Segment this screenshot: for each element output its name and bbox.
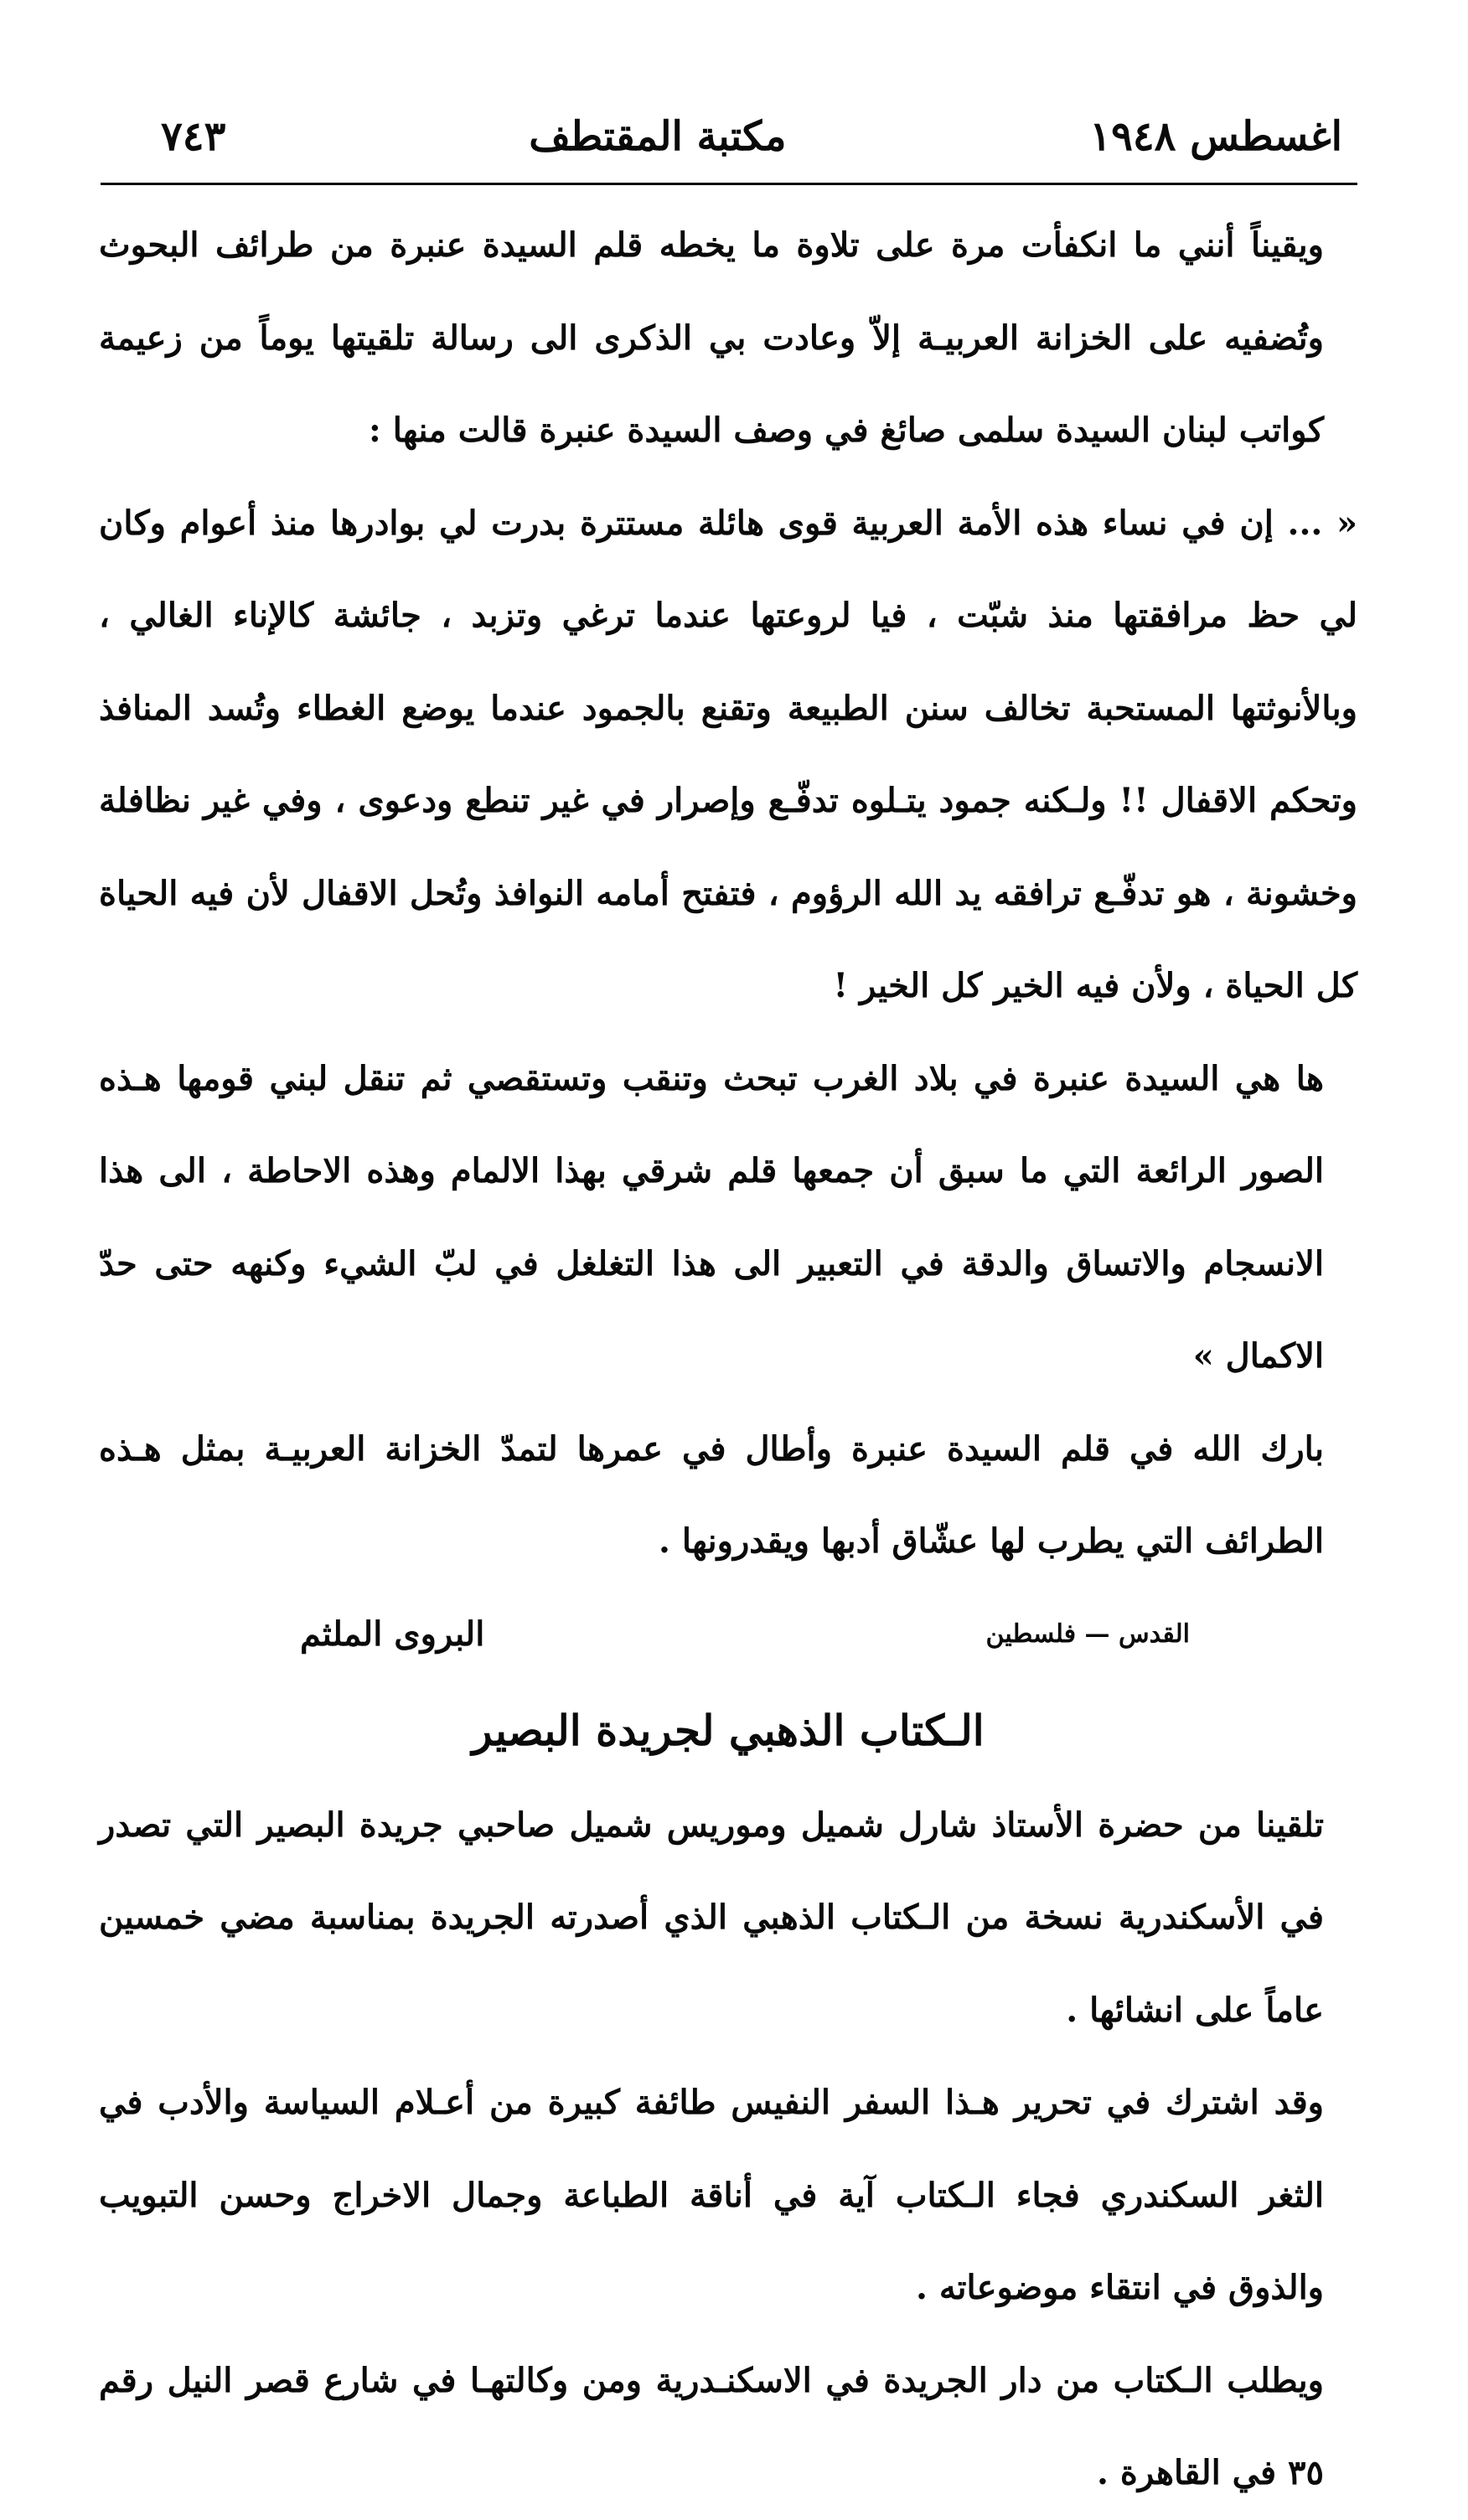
paragraph-blessing: بارك الله في قلم السيدة عنبرة وأطال في عمرها لتمدّ الخزانة العربيـة بمثل هـذه الطرائف التي يطرب لها عشّاق أدبها ويقدرونها . [99, 1428, 1324, 1561]
paragraph-quote: « ... إن في نساء هذه الأمة العربية قوى هائلة مستترة بدرت لي بوادرها منذ أعوام وكان لي حظ مرافقتها منذ شبّت ، فيا لروعتها عندما ترغي وتزبد ، جائشة كالإناء الغالي ، وبالأنوثتها المستحبة تخالف سنن الطبيعة وتقنع بالجمود عندما يوضع الغطاء وتُسد المنافذ وتحكم الاقفال !! ولـكنه جمود يتـلوه تدفّـع وإصرار في غير تنطع ودعوى ، وفي غير نظافلة وخشونة ، هو تدفّـع ترافقه يد الله الرؤوم ، فتفتح أمامه النوافذ وتُحل الاقفال لأن فيه الحياة كل الحياة ، ولأن فيه الخير كل الخير ! [99, 503, 1358, 1005]
section-title: الـكتاب الذهبي لجريدة البصير [472, 1705, 985, 1755]
section-paragraph-1: تلقينا من حضرة الأستاذ شارل شميل وموريس شميل صاحبي جريدة البصير التي تصدر في الأسكندرية نسخة من الـكتاب الذهبي الذي أصدرته الجريدة بمناسبة مضي خمسين عاماً على انشائها . [99, 1805, 1324, 2030]
page-number: ٧٤٣ [161, 113, 226, 160]
header-title: مكتبة المقتطف [529, 113, 787, 160]
section-paragraph-2: وقد اشترك في تحرير هـذا السفر النفيس طائفة كبيرة من أعـلام السياسة والأدب في الثغر السكندري فجاء الـكتاب آية في أناقة الطباعة وجمال الاخراج وحسن التبويب والذوق في انتقاء موضوعاته . [99, 2083, 1325, 2307]
page-header [161, 99, 1342, 174]
signature-place: القدس — فلسطين [985, 1619, 1190, 1650]
header-rule [101, 183, 1357, 185]
paragraph-praise: ها هي السيدة عنبرة في بلاد الغرب تبحث وتنقب وتستقصي ثم تنقل لبني قومها هـذه الصور الرائعة التي ما سبق أن جمعها قلم شرقي بهذا الالمام وهذه الاحاطة ، الى هذا الانسجام والاتساق والدقة في التعبير الى هذا التغلغل في لبّ الشيء وكنهه حتى حدّ الاكمال » [99, 1058, 1324, 1376]
header-date: اغسطس ١٩٤٨ [1089, 113, 1342, 160]
article-body [99, 199, 1357, 2520]
section-paragraph-3: ويطلب الـكتاب من دار الجريدة في الاسكنـدرية ومن وكالتهـا في شارع قصر النيل رقم ٣٥ في القاهرة . [99, 2360, 1324, 2492]
paragraph-intro: ويقيناً أنني ما انكفأت مرة على تلاوة ما يخطه قلم السيدة عنبرة من طرائف البحوث وتُضفيه على الخزانة العربيـة إلاّ وعادت بي الذكرى الى رسالة تلقيتها يوماً من زعيمة كواتب لبنان السيدة سلمى صائغ في وصف السيدة عنبرة قالت منها : [99, 225, 1324, 450]
signature-line [300, 1588, 1240, 1682]
signature-name: البروى الملثم [300, 1614, 485, 1655]
